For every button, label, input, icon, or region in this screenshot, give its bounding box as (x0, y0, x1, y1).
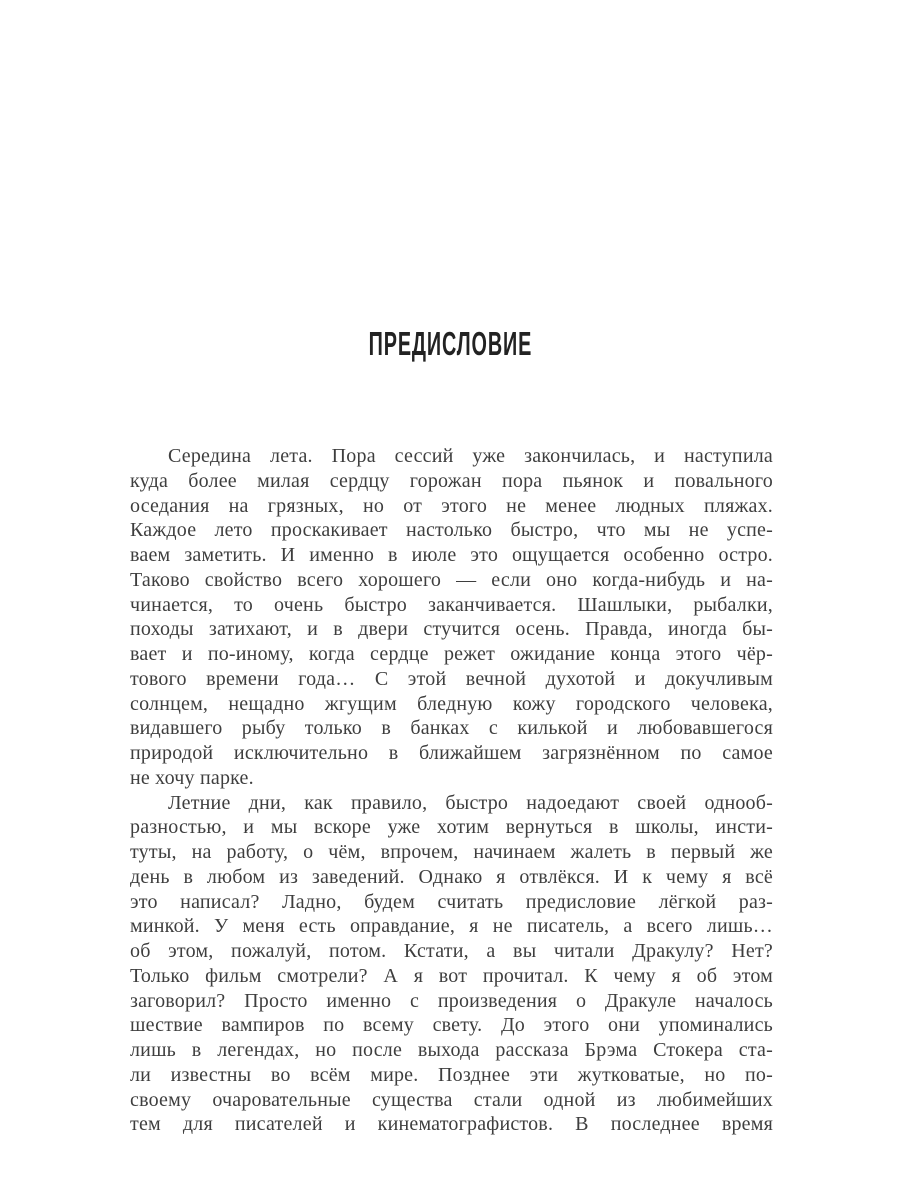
chapter-title-text: ПРЕДИСЛОВИЕ (368, 325, 532, 362)
text-line: Только фильм смотрели? А я вот прочитал. К чему я об этом (130, 964, 773, 987)
text-line: Таково свойство всего хорошего — если оно когда-нибудь и на- (130, 568, 773, 591)
text-line: чинается, то очень быстро заканчивается. Шашлыки, рыбалки, (130, 593, 773, 616)
chapter-title (0, 327, 900, 360)
text-line: оседания на грязных, но от этого не менее людных пляжах. (130, 494, 773, 517)
text-line: походы затихают, и в двери стучится осень. Правда, иногда бы- (130, 618, 773, 641)
text-line: куда более милая сердцу горожан пора пьянок и повального (130, 469, 773, 492)
text-line: это написал? Ладно, будем считать предисловие лёгкой раз- (130, 890, 773, 913)
text-line: ли известны во всём мире. Позднее эти жутковатые, но по- (130, 1063, 773, 1086)
text-line: минкой. У меня есть оправдание, я не писатель, а всего лишь… (130, 915, 773, 938)
text-line: шествие вампиров по всему свету. До этого они упоминались (130, 1014, 773, 1037)
text-line: разностью, и мы вскоре уже хотим вернуться в школы, инсти- (130, 816, 773, 839)
text-line: ваем заметить. И именно в июле это ощущается особенно остро. (130, 544, 773, 566)
text-line: видавшего рыбу только в банках с килькой и любовавшегося (130, 717, 773, 740)
text-line: Летние дни, как правило, быстро надоедают своей однооб- (168, 791, 773, 814)
text-line: Каждое лето проскакивает настолько быстро, что мы не успе- (130, 519, 773, 542)
text-line: своему очаровательные существа стали одной из любимейших (130, 1088, 773, 1111)
text-line: тем для писателей и кинематографистов. В последнее время (130, 1113, 773, 1136)
text-line: вает и по-иному, когда сердце режет ожидание конца этого чёр- (130, 643, 773, 665)
paragraph (130, 791, 773, 1138)
text-line: не хочу парке. (130, 766, 254, 789)
text-line: день в любом из заведений. Однако я отвлёкся. И к чему я всё (130, 865, 773, 888)
text-line: туты, на работу, о чём, впрочем, начинаем жалеть в первый же (130, 841, 773, 863)
text-line: Середина лета. Пора сессий уже закончилась, и наступила (168, 445, 773, 467)
paragraph (130, 444, 773, 791)
text-line: заговорил? Просто именно с произведения о Дракуле началось (130, 989, 773, 1012)
text-line: природой исключительно в ближайшем загрязнённом по самое (130, 742, 773, 764)
text-line: солнцем, нещадно жгущим бледную кожу городского человека, (130, 692, 773, 715)
text-line: об этом, пожалуй, потом. Кстати, а вы читали Дракулу? Нет? (130, 940, 773, 962)
text-line: тового времени года… С этой вечной духотой и докучливым (130, 667, 773, 690)
body-text (130, 444, 773, 1137)
text-line: лишь в легендах, но после выхода рассказа Брэма Стокера ста- (130, 1039, 773, 1061)
